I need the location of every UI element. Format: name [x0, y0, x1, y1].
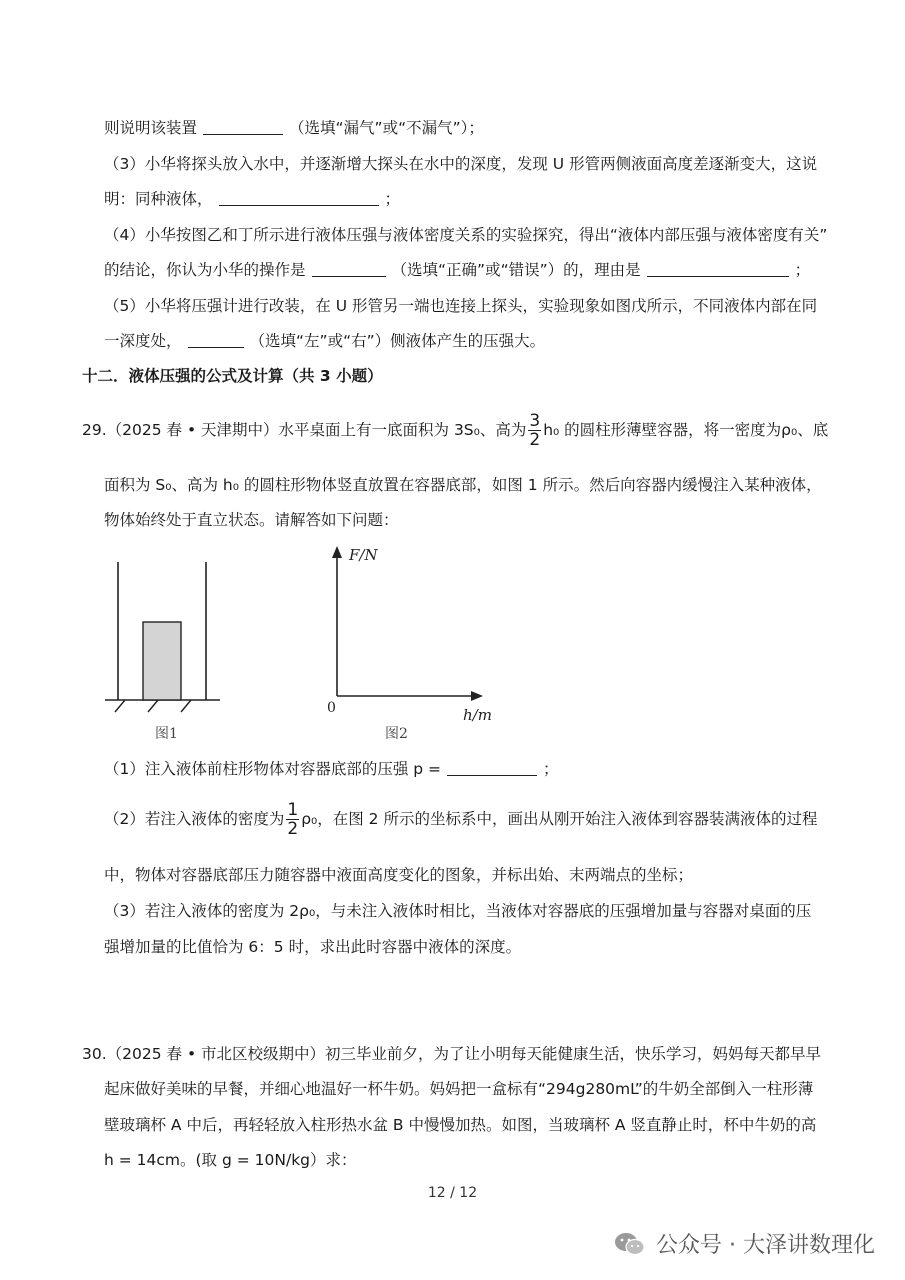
x-axis-label: h/m: [463, 706, 492, 724]
question-29-line-2: 面积为 S₀、高为 h₀ 的圆柱形物体竖直放置在容器底部，如图 1 所示。然后向容器内缓慢注入某种液体，: [104, 476, 822, 494]
figure-2-caption: 图2: [385, 726, 408, 742]
line-1: 则说明该装置 （选填“漏气”或“不漏气”）；: [104, 119, 484, 137]
question-30-line-4: h = 14cm。(取 g = 10N/kg）求：: [104, 1151, 357, 1169]
line-6: （5）小华将压强计进行改装，在 U 形管另一端也连接上探头，实验现象如图戊所示，不同液体内部在同: [104, 297, 818, 315]
wechat-icon: [614, 1231, 646, 1257]
question-30-line-3: 壁玻璃杯 A 中后，再轻轻放入柱形热水盆 B 中慢慢加热。如图，当玻璃杯 A 竖直静止时，杯中牛奶的高: [104, 1116, 817, 1134]
question-29-line-1: 29.（2025 春 • 天津期中）水平桌面上有一底面积为 3S₀、高为 $\frac{3}{2}$ h₀ 的圆柱形薄壁容器，将一密度为ρ₀、底: [82, 411, 829, 450]
page-number: 12 / 12: [427, 1185, 478, 1201]
question-30-line-1: 30.（2025 春 • 市北区校级期中）初三毕业前夕，为了让小明每天能健康生活，快乐学习，妈妈每天都早早: [82, 1045, 822, 1063]
section-heading: 十二．液体压强的公式及计算（共 3 小题）: [82, 367, 383, 385]
y-axis-label: F/N: [349, 546, 378, 564]
line-5: 的结论，你认为小华的操作是 （选填“正确”或“错误”）的，理由是 ；: [104, 261, 811, 279]
answer-blank[interactable]: [647, 260, 789, 277]
origin-label: 0: [327, 700, 336, 716]
answer-blank[interactable]: [188, 331, 244, 348]
figure-1-caption: 图1: [155, 726, 178, 742]
cylinder-object: [143, 622, 181, 700]
sub-question-1: （1）注入液体前柱形物体对容器底部的压强 p = ；: [104, 760, 559, 778]
line-2: （3）小华将探头放入水中，并逐渐增大探头在水中的深度，发现 U 形管两侧液面高度差逐渐变大，这说: [104, 155, 818, 173]
question-29-line-3: 物体始终处于直立状态。请解答如下问题：: [104, 511, 399, 529]
sub-question-2-line-2: 中，物体对容器底部压力随容器中液面高度变化的图象，并标出始、末两端点的坐标；: [104, 866, 694, 884]
question-30-line-2: 起床做好美味的早餐，并细心地温好一杯牛奶。妈妈把一盒标有“294g280mL”的牛奶全部倒入一柱形薄: [104, 1080, 814, 1098]
fraction-one-half: $\frac{1}{2}$: [287, 800, 299, 839]
line-7: 一深度处， （选填“左”或“右”）侧液体产生的压强大。: [104, 332, 546, 350]
answer-blank[interactable]: [447, 759, 537, 776]
answer-blank[interactable]: [203, 118, 283, 135]
fraction-three-halves: $\frac{3}{2}$: [529, 411, 541, 450]
figure-2-axes: [327, 546, 492, 742]
figure-1: [105, 562, 220, 742]
answer-blank[interactable]: [312, 260, 386, 277]
watermark-text: 公众号 · 大泽讲数理化: [656, 1233, 875, 1258]
sub-question-3-line-1: （3）若注入液体的密度为 2ρ₀，与未注入液体时相比，当液体对容器底的压强增加量与容器对桌面的压: [104, 902, 812, 920]
line-4: （4）小华按图乙和丁所示进行液体压强与液体密度关系的实验探究，得出“液体内部压强与液体密度有关”: [104, 226, 828, 244]
figures: [95, 540, 515, 750]
answer-blank[interactable]: [219, 189, 379, 206]
watermark: [614, 1228, 875, 1259]
sub-question-2-line-1: （2）若注入液体的密度为 $\frac{1}{2}$ ρ₀，在图 2 所示的坐标系中，画出从刚开始注入液体到容器装满液体的过程: [104, 800, 818, 839]
sub-question-3-line-2: 强增加量的比值恰为 6：5 时，求出此时容器中液体的深度。: [104, 938, 522, 956]
line-3: 明：同种液体， ；: [104, 190, 401, 208]
